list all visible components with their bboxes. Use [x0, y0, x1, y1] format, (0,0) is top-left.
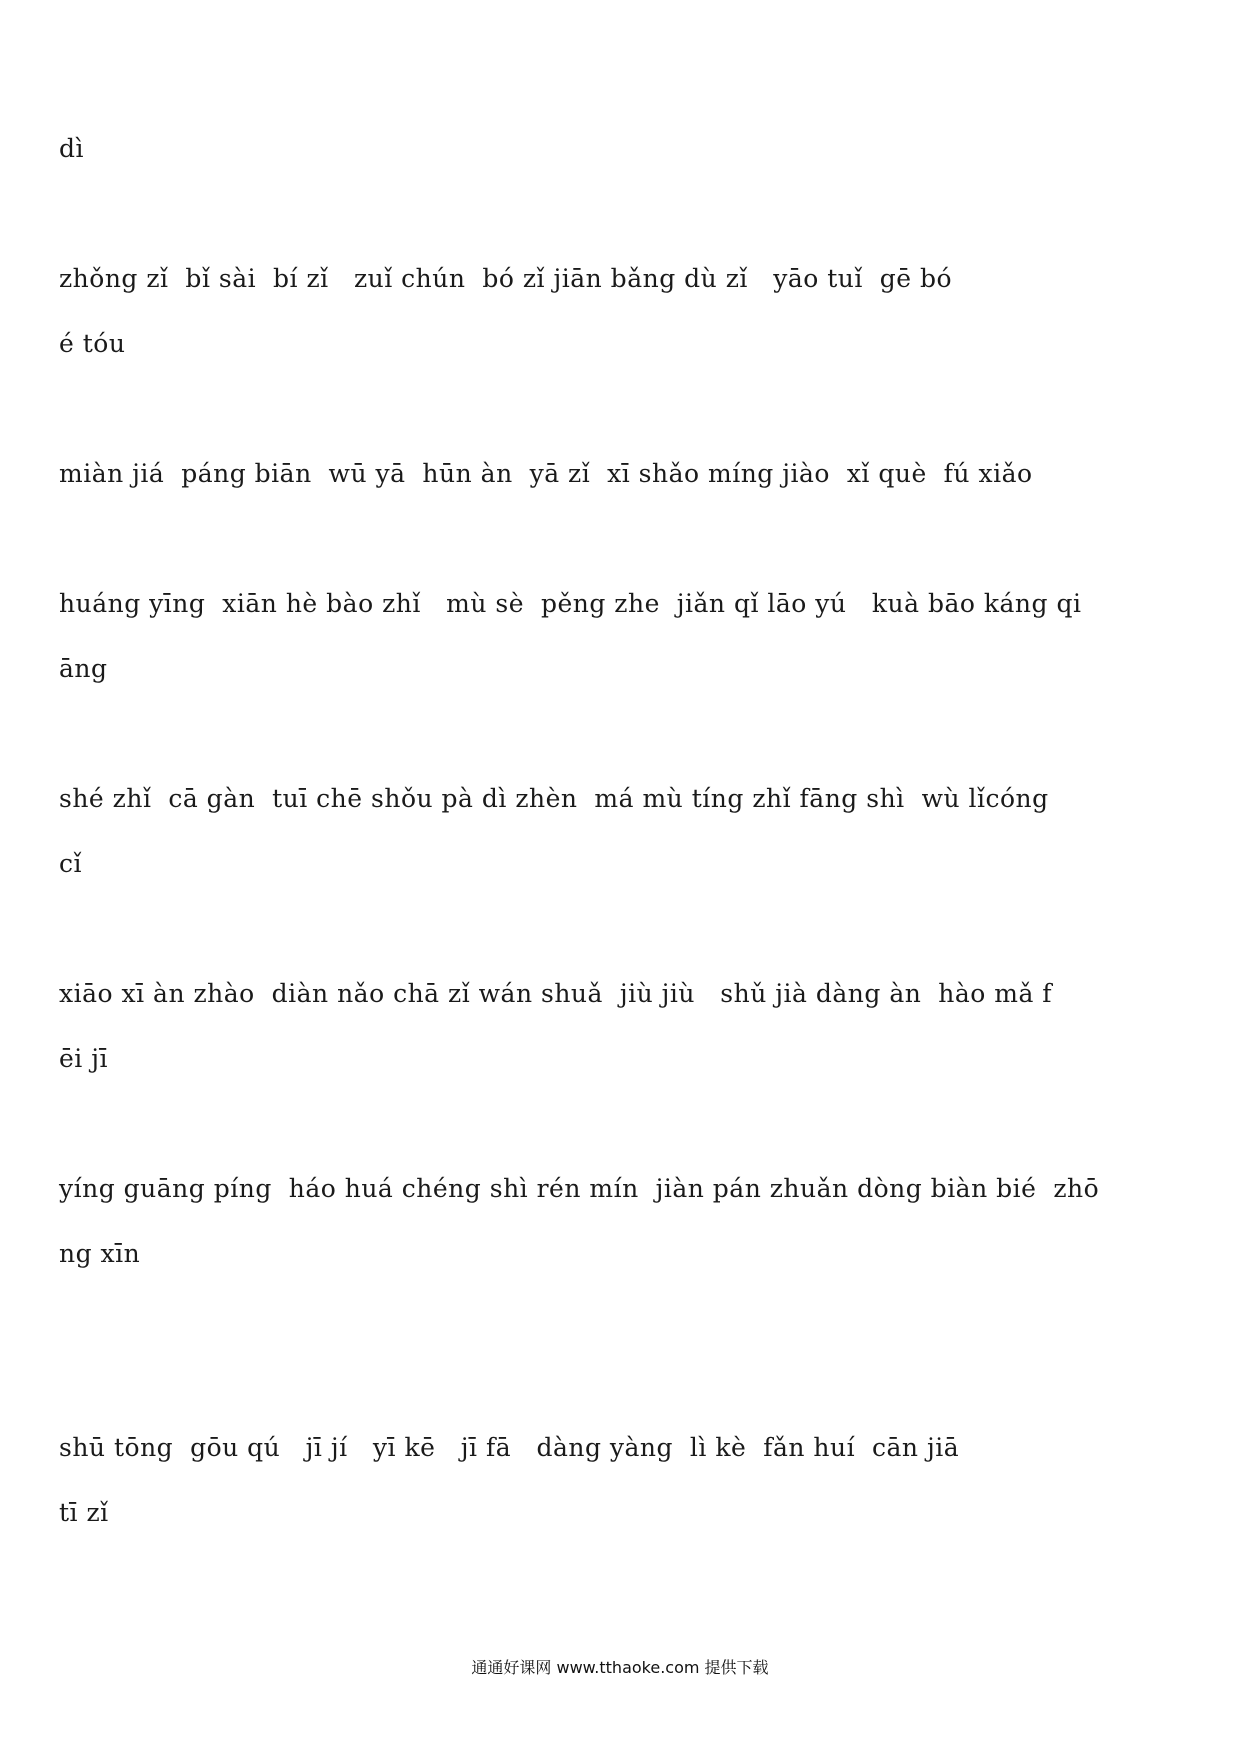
pinyin-line: āng	[59, 654, 108, 683]
pinyin-line: zhǒng zǐ bǐ sài bí zǐ zuǐ chún bó zǐ jiān bǎng dù zǐ yāo tuǐ gē bó	[59, 264, 953, 293]
pinyin-line: ēi jī	[59, 1044, 108, 1073]
pinyin-line: dì	[59, 134, 84, 163]
pinyin-line: cǐ	[59, 849, 82, 878]
pinyin-line: yíng guāng píng háo huá chéng shì rén mín jiàn pán zhuǎn dòng biàn bié zhō	[59, 1174, 1100, 1203]
pinyin-line: ng xīn	[59, 1239, 141, 1268]
pinyin-line: huáng yīng xiān hè bào zhǐ mù sè pěng zhe jiǎn qǐ lāo yú kuà bāo káng qi	[59, 589, 1082, 618]
page-footer: 通通好课网 www.tthaoke.com 提供下载	[471, 1658, 769, 1677]
pinyin-line: miàn jiá páng biān wū yā hūn àn yā zǐ xī shǎo míng jiào xǐ què fú xiǎo	[59, 459, 1033, 488]
pinyin-line: tī zǐ	[59, 1498, 109, 1527]
pinyin-line: é tóu	[59, 329, 126, 358]
pinyin-line: shū tōng gōu qú jī jí yī kē jī fā dàng yàng lì kè fǎn huí cān jiā	[59, 1433, 960, 1462]
pinyin-line: shé zhǐ cā gàn tuī chē shǒu pà dì zhèn má mù tíng zhǐ fāng shì wù lǐcóng	[59, 784, 1049, 813]
pinyin-line: xiāo xī àn zhào diàn nǎo chā zǐ wán shuǎ jiù jiù shǔ jià dàng àn hào mǎ f	[59, 979, 1053, 1008]
